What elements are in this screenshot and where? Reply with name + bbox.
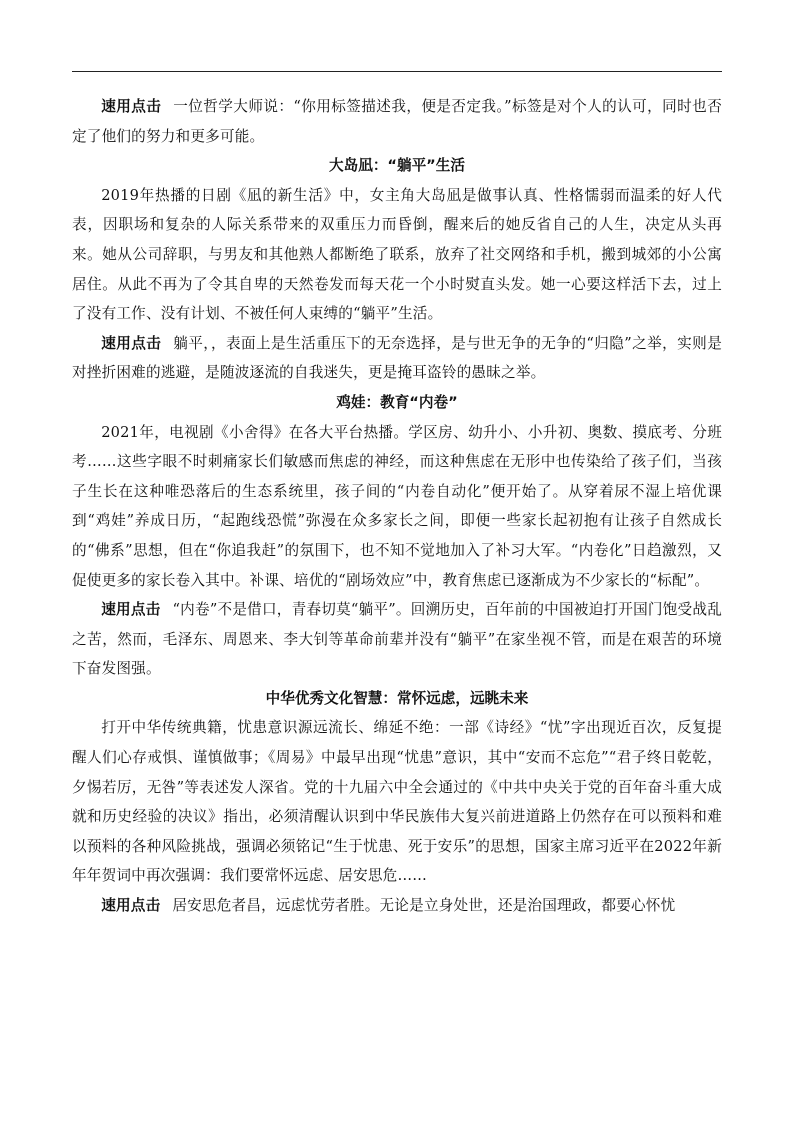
paragraph-classics: 打开中华传统典籍，忧患意识源远流长、绵延不绝：一部《诗经》“忧”字出现近百次，反复提醒人们心存戒惧、谨慎做事；《周易》中最早出现“忧患”意识，其中“安而不忘危”“君子终日乾乾，夕惕若厉，无咎”等表述发人深省。党的十九届六中全会通过的《中共中央关于党的百年奋斗重大成就和历史经验的决议》指出，必须清醒认识到中华民族伟大复兴前进道路上仍然存在可以预料和难以预料的各种风险挑战，强调必须铭记“生于忧患、死于安乐”的思想，国家主席习近平在2022年新年年贺词中再次强调：我们要常怀远虑、居安思危……: [72, 719, 722, 885]
quick-comment-3: [72, 595, 722, 684]
quick-comment-text: 居安思危者昌，远虑忧劳者胜。无论是立身处世，还是治国理政，都要心怀忧: [172, 897, 676, 915]
quick-comment-1: [72, 92, 722, 151]
paragraph-nagi: 2019年热播的日剧《凪的新生活》中，女主角大岛凪是做事认真、性格懦弱而温柔的好人代表，因职场和复杂的人际关系带来的双重压力而昏倒，醒来后的她反省自己的人生，决定从头再来。她从公司辞职，与男友和其他熟人都断绝了联系，放弃了社交网络和手机，搬到城郊的小公寓居住。从此不再为了令其自卑的天然卷发而每天花一个小时熨直头发。她一心要这样活下去，过上了没有工作、没有计划、不被任何人束缚的“躺平”生活。: [72, 186, 722, 323]
quick-comment-4: [72, 891, 722, 921]
paragraph-xiaoshede: 2021年，电视剧《小舍得》在各大平台热播。学区房、幼升小、小升初、奥数、摸底考、分班考……这些字眼不时刺痛家长们敏感而焦虑的神经，而这种焦虑在无形中也传染给了孩子们，当孩子生长在这种唯恐落后的生态系统里，孩子间的“内卷自动化”便开始了。从穿着尿不湿上培优课到“鸡娃”养成日历，“起跑线恐慌”弥漫在众多家长之间，即便一些家长起初抱有让孩子自然成长的“佛系”思想，但在“你追我赶”的氛围下，也不知不觉地加入了补习大军。“内卷化”日趋激烈，又促使更多的家长卷入其中。补课、培优的“剧场效应”中，教育焦虑已逐渐成为不少家长的“标配”。: [72, 423, 722, 589]
document-body: [72, 92, 722, 921]
quick-comment-text: 一位哲学大师说：“你用标签描述我，便是否定我。”标签是对个人的认可，同时也否定了他们的努力和更多可能。: [72, 98, 722, 145]
quick-comment-label: 速用点击: [101, 601, 161, 619]
quick-comment-label: 速用点击: [101, 98, 162, 115]
quick-comment-label: 速用点击: [101, 897, 161, 915]
quick-comment-text: “内卷”不是借口，青春切莫“躺平”。回溯历史，百年前的中国被迫打开国门饱受战乱之苦，然而，毛泽东、周恩来、李大钊等革命前辈并没有“躺平”在家坐视不管，而是在艰苦的环境下奋发图强。: [72, 601, 722, 678]
quick-comment-2: [72, 329, 722, 388]
section-heading-involution: 鸡娃：教育“内卷”: [336, 393, 458, 411]
section-heading-wisdom: 中华优秀文化智慧：常怀远虑，远眺未来: [265, 689, 529, 707]
quick-comment-label: 速用点击: [101, 334, 162, 352]
quick-comment-text: 躺平，，表面上是生活重压下的无奈选择，是与世无争的无争的“归隐”之举，实则是对挫折困难的逃避，是随波逐流的自我迷失，更是掩耳盗铃的愚昧之举。: [72, 334, 722, 382]
header-rule: [72, 71, 722, 72]
section-heading-lying-flat: 大岛凪：“躺平”生活: [329, 157, 465, 175]
